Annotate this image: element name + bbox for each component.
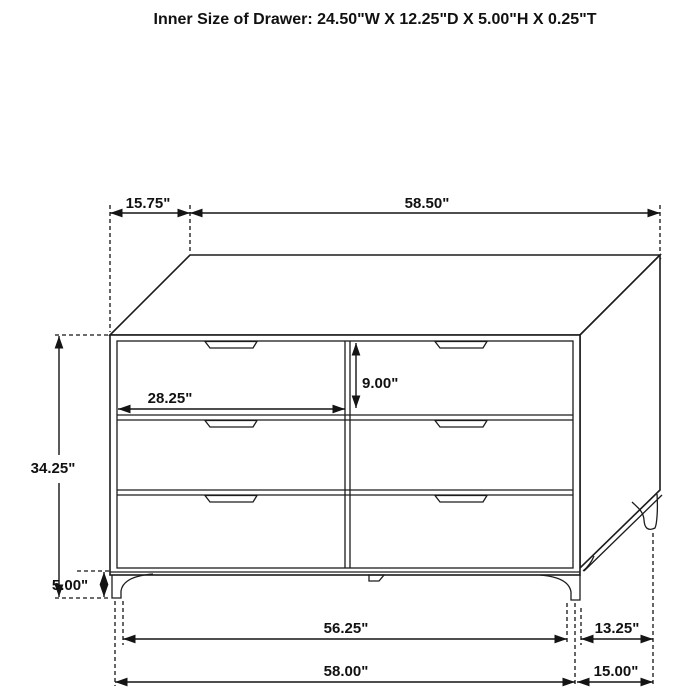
front-left-leg bbox=[112, 574, 153, 598]
center-foot bbox=[369, 575, 384, 581]
dimension-label-bottom-inner-width: 56.25" bbox=[323, 620, 369, 637]
dimension-label-bottom-inner-depth: 13.25" bbox=[594, 620, 640, 637]
dimension-label-bottom-width: 58.00" bbox=[323, 663, 369, 680]
page-title: Inner Size of Drawer: 24.50"W X 12.25"D X 5.00"H X 0.25"T bbox=[153, 11, 597, 28]
front-right-leg bbox=[540, 575, 580, 600]
dimension-label-leg-height: 5.00" bbox=[51, 577, 89, 594]
dresser-outline bbox=[110, 255, 662, 600]
dimension-label-drawer-width: 28.25" bbox=[147, 390, 193, 407]
dimension-label-drawer-height: 9.00" bbox=[362, 375, 399, 392]
dimension-label-top-width: 58.50" bbox=[404, 195, 450, 212]
dimension-label-bottom-depth: 15.00" bbox=[593, 663, 639, 680]
dresser-top-face bbox=[110, 255, 660, 335]
dimension-label-cabinet-height: 34.25" bbox=[30, 460, 76, 477]
dimension-label-top-depth: 15.75" bbox=[125, 195, 171, 212]
